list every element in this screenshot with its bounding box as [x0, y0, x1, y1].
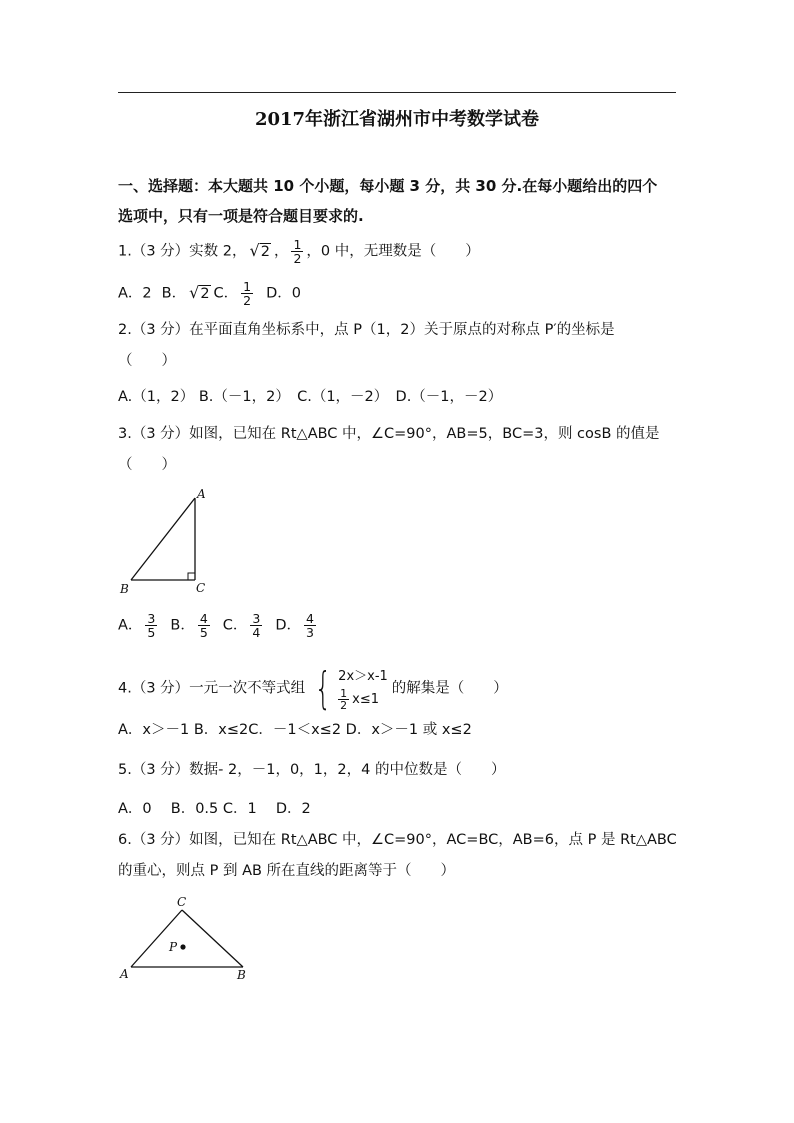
exam-title: 2017年浙江省湖州市中考数学试卷: [254, 109, 540, 130]
section-heading-line2: 选项中，只有一项是符合题目要求的.: [118, 207, 364, 225]
vertex-label-c: C: [177, 895, 187, 909]
question-4: [118, 662, 508, 714]
q3-triangle-figure: [112, 484, 222, 598]
question-3-line1: 3.（3 分）如图，已知在 Rt△ABC 中，∠C=90°，AB=5，BC=3，则 cosB 的值是: [118, 426, 660, 442]
question-2-line1: 2.（3 分）在平面直角坐标系中，点 P（1，2）关于原点的对称点 P′的坐标是: [118, 322, 615, 338]
question-3-line2: （ ）: [118, 457, 176, 473]
side-ac: [131, 910, 182, 967]
vertex-label-b: B: [120, 582, 129, 596]
q1-sqrt: √2: [249, 241, 270, 260]
question-1: 1.（3 分）实数 2， √2 ， $\frac{1}{2}$ ，0 中，无理数是（ ）: [118, 237, 480, 266]
q4-prefix: 4.（3 分）一元一次不等式组: [118, 680, 306, 697]
q1-fraction: $\frac{1}{2}$: [293, 237, 302, 266]
question-3-options: A． $\frac{3}{5}$ B． $\frac{4}{5}$ C． $\frac{3}{4}$ D． $\frac{4}{3}$: [118, 611, 314, 640]
header-rule: [118, 92, 676, 93]
right-angle-mark: [188, 573, 195, 580]
q1-option-a: A．2: [118, 285, 152, 302]
centroid-point: [180, 944, 185, 949]
question-2-options: A.（1，2） B.（－1，2） C.（1，－2） D.（－1，－2）: [118, 389, 503, 405]
question-6-line2: 的重心，则点 P 到 AB 所在直线的距离等于（ ）: [118, 863, 456, 879]
q1-option-b: B．: [161, 285, 187, 302]
side-ab: [131, 498, 195, 580]
question-5-options: A．0 B．0.5 C．1 D．2: [118, 801, 311, 817]
q1-option-c: C．: [213, 285, 239, 302]
vertex-label-a: A: [197, 487, 206, 501]
vertex-label-b: B: [237, 968, 246, 982]
vertex-label-a: A: [120, 967, 129, 981]
q1-suffix: ，0 中，无理数是（ ）: [306, 243, 480, 260]
q4-inequality-1: 2x＞x-1: [338, 669, 388, 684]
q1-option-d: D．0: [266, 285, 302, 302]
q4-inequality-2: $\frac{1}{2}$ x≤1: [340, 687, 380, 712]
q3-option-b: B．: [170, 617, 195, 634]
question-6-line1: 6.（3 分）如图，已知在 Rt△ABC 中，∠C=90°，AC=BC，AB=6，点 P 是 Rt△ABC: [118, 832, 677, 848]
q4-suffix: 的解集是（ ）: [391, 680, 508, 697]
vertex-label-c: C: [196, 581, 206, 595]
q1-prefix: 1.（3 分）实数 2，: [118, 243, 247, 260]
point-label-p: P: [169, 940, 178, 954]
q4-inequality-system: { 2x＞x-1 $\frac{1}{2}$ x≤1: [314, 662, 388, 714]
q3-option-a: A．: [118, 617, 143, 634]
q6-triangle-figure: [112, 890, 262, 984]
question-5-line1: 5.（3 分）数据- 2，－1，0，1，2，4 的中位数是（ ）: [118, 762, 506, 778]
q3-option-d: D．: [275, 617, 302, 634]
question-4-options: A．x＞－1 B．x≤2C．－1＜x≤2 D．x＞－1 或 x≤2: [118, 722, 472, 738]
question-2-line2: （ ）: [118, 353, 176, 369]
question-1-options: A．2 B． √2 C． $\frac{1}{2}$ D．0: [118, 279, 302, 308]
side-bc: [182, 910, 243, 967]
section-heading-line1: 一、选择题：本大题共 10 个小题，每小题 3 分，共 30 分.在每小题给出的四个: [118, 177, 658, 195]
q3-option-c: C．: [222, 617, 248, 634]
